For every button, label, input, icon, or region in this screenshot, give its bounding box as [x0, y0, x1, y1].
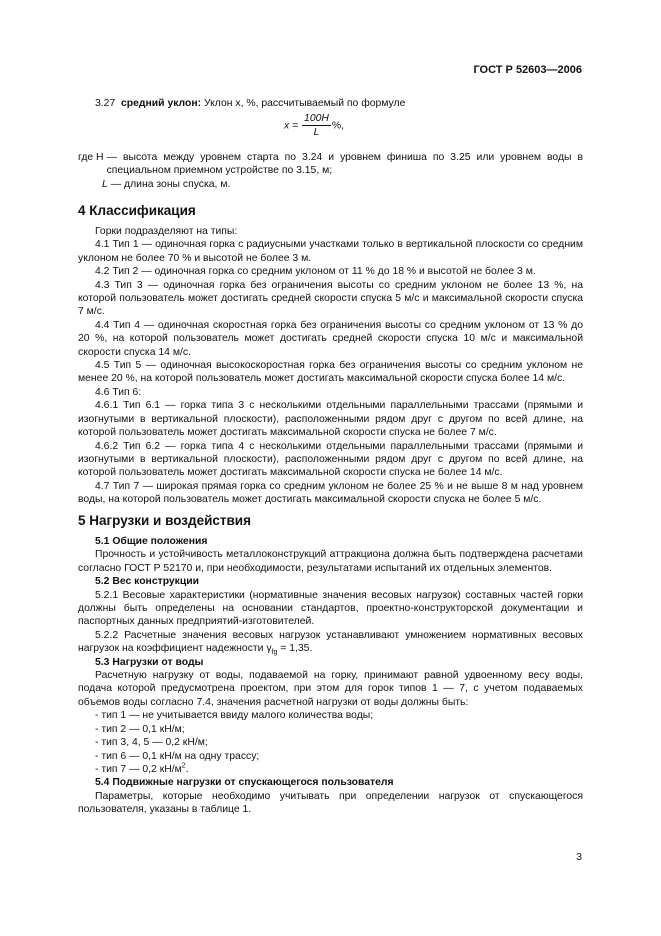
subsection-5-1-text: Прочность и устойчивость металлоконструкций аттракциона должна быть подтверждена расчетами согласно ГОСТ Р 52170 и, при необходимости, результатами испытаний их отдельных элементов. [78, 549, 583, 574]
list-item [95, 763, 583, 776]
list-item-end: . [185, 763, 189, 775]
clause-5-2-1: 5.2.1 Весовые характеристики (нормативные значения весовых нагрузок) составных частей горки должны быть определены на основании стандартов, проектно-конструкторской документации и паспортных данных предприятий-изготовителей. [78, 589, 583, 628]
clause-5-2-2 [78, 629, 583, 656]
formula-lhs: x = [284, 120, 299, 132]
list-item: - тип 2 — 0,1 кН/м; [95, 723, 185, 735]
clause-number: 3.27 [95, 98, 116, 109]
formula-numerator: 100H [304, 113, 329, 124]
clause-5-2-2-value: = 1,35. [277, 643, 313, 655]
classification-item: 4.6.2 Тип 6.2 — горка типа 4 с несколькими отдельными параллельными трассами (прямыми и изогнутыми в вертикальной плоскости), расположенными рядом друг с другом по всей длине, на которой пользователь может достигать максимальной скорости спуска не более 14 м/с. [78, 440, 583, 479]
legend-l-symbol: L [102, 178, 108, 190]
legend-l-text: — длина зоны спуска, м. [110, 178, 231, 190]
classification-item: 4.6 Тип 6: [95, 386, 142, 398]
section-4-intro: Горки подразделяют на типы: [95, 226, 238, 237]
section-4-heading: 4 Классификация [78, 203, 196, 218]
definition-3-27 [78, 97, 583, 110]
defined-term: средний уклон: [121, 98, 202, 109]
classification-item: 4.5 Тип 5 — одиночная высокоскоростная горка без ограничения высоты со средним уклоном не менее 20 %, на которой пользователь может достигать максимальной скорости спуска более 14 м/с. [78, 360, 583, 385]
subsection-5-3-heading: 5.3 Нагрузки от воды [95, 656, 204, 668]
list-item: - тип 1 — не учитывается ввиду малого количества воды; [95, 710, 374, 722]
subsection-5-4-heading: 5.4 Подвижные нагрузки от спускающегося пользователя [95, 777, 394, 789]
legend-h-symbol: где H [78, 152, 104, 163]
subsection-5-4-text: Параметры, которые необходимо учитывать при определении нагрузок от спускающегося пользователя, указаны в таблице 1. [78, 790, 583, 816]
list-item-text: - тип 7 — 0,2 кН/м [95, 763, 182, 775]
section-4-body [78, 225, 583, 507]
superscript: 2 [181, 762, 186, 770]
classification-item: 4.7 Тип 7 — широкая прямая горка со средним уклоном не более 25 % и не выше 8 м над уровнем воды, на которой пользователь может достигать максимальной скорости спуска не более 5 м/с. [78, 480, 583, 506]
document-header: ГОСТ Р 52603—2006 [473, 64, 582, 76]
list-item: - тип 6 — 0,1 кН/м на одну трассу; [95, 750, 260, 762]
gamma-subscript: fg [271, 649, 278, 657]
classification-item: 4.3 Тип 3 — одиночная горка без ограничения высоты со средним уклоном не более 13 %, на которой пользователь может достигать средней скорости спуска 5 м/с и максимальной скорости спуска 7 м/с. [78, 279, 583, 318]
formula-tail: %, [331, 120, 345, 132]
section-5-heading: 5 Нагрузки и воздействия [78, 513, 251, 528]
slope-formula [284, 112, 344, 139]
subsection-5-2-heading: 5.2 Вес конструкции [95, 576, 200, 588]
page-number: 3 [576, 852, 582, 863]
section-5-body [78, 535, 583, 817]
formula-fraction [302, 112, 331, 139]
subsection-5-1-heading: 5.1 Общие положения [95, 536, 208, 547]
formula-denominator: L [313, 127, 320, 138]
classification-item: 4.1 Тип 1 — одиночная горка с радиусными участками только в вертикальной плоскости со средним уклоном не более 70 % и высотой не более 3 м. [78, 239, 583, 264]
formula-legend [78, 151, 583, 191]
classification-item: 4.2 Тип 2 — одиночная горка со средним уклоном от 11 % до 18 % и высотой не более 3 м. [95, 266, 536, 278]
definition-text: Уклон x, %, рассчитываемый по формуле [204, 98, 406, 109]
clause-5-2-2-text: 5.2.2 Расчетные значения весовых нагрузок устанавливают умножением нормативных весовых нагрузок на коэффициент надежности γ [78, 629, 583, 655]
subsection-5-3-text: Расчетную нагрузку от воды, подаваемой на горку, принимают равной удвоенному весу воды, подача которой предусмотрена проектом, при этом для горок типов 1 — 7, с учетом подаваемых объемов воды согласно 7.4, значения расчетной нагрузки от воды должны быть: [78, 670, 583, 708]
list-item: - тип 3, 4, 5 — 0,2 кН/м; [95, 737, 208, 749]
water-load-list [78, 709, 583, 776]
classification-item: 4.4 Тип 4 — одиночная скоростная горка без ограничения высоты со средним уклоном от 13 % до 20 %, на которой пользователь может достигать средней скорости спуска 10 м/с и максимальной скорости спуска 14 м/с. [78, 319, 583, 358]
classification-item: 4.6.1 Тип 6.1 — горка типа 3 с несколькими отдельными параллельными трассами (прямыми и изогнутыми в вертикальной плоскости), расположенными рядом друг с другом по всей длине, на которой пользователь может достигать максимальной скорости спуска не более 7 м/с. [78, 400, 583, 439]
legend-h-text: — высота между уровнем старта по 3.24 и уровнем финиша по 3.25 или уровнем воды в специальном приемном устройстве по 3.15, м; [106, 152, 583, 177]
